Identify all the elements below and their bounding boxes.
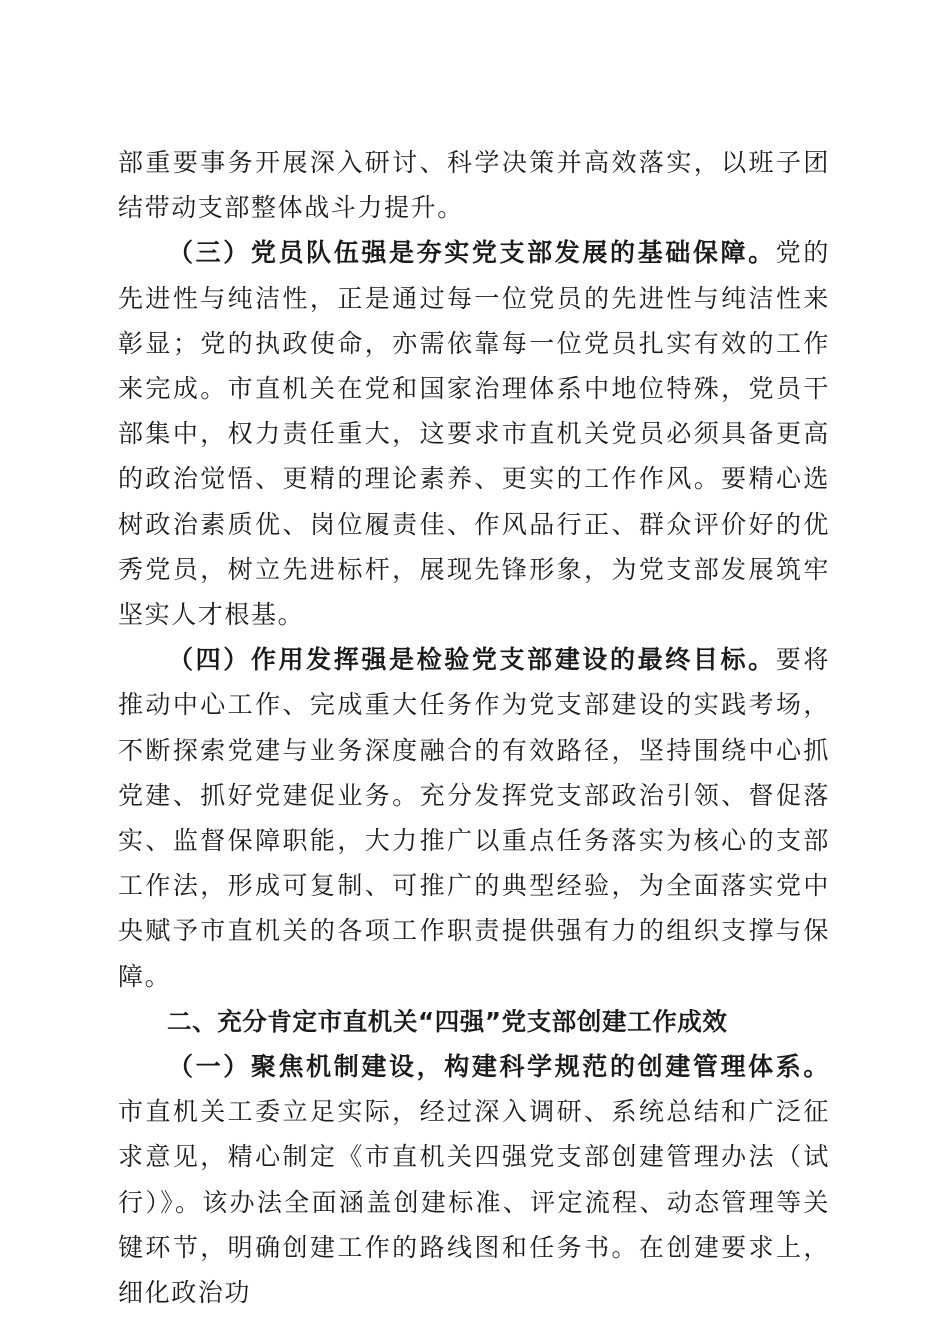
document-body — [118, 140, 830, 1315]
paragraph-point-four — [118, 637, 830, 999]
section-heading-text: 二、充分肯定市直机关“四强”党支部创建工作成效 — [167, 1006, 728, 1036]
paragraph-point-three — [118, 230, 830, 637]
paragraph-lead: （一）聚焦机制建设，构建科学规范的创建管理体系。 — [168, 1052, 830, 1082]
paragraph-lead: （四）作用发挥强是检验党支部建设的最终目标。 — [168, 645, 776, 675]
section-heading — [118, 999, 830, 1044]
paragraph-point-one — [118, 1044, 830, 1315]
paragraph-text: 市直机关工委立足实际，经过深入调研、系统总结和广泛征求意见，精心制定《市直机关四强党支部创建管理办法（试行）》。该办法全面涵盖创建标准、评定流程、动态管理等关键环节，明确创建工作的路线图和任务书。在创建要求上，细化政治功 — [118, 1097, 830, 1308]
paragraph-text: 部重要事务开展深入研讨、科学决策并高效落实，以班子团结带动支部整体战斗力提升。 — [118, 148, 830, 223]
paragraph-continuation — [118, 140, 830, 230]
paragraph-lead: （三）党员队伍强是夯实党支部发展的基础保障。 — [168, 238, 776, 268]
paragraph-text: 党的先进性与纯洁性，正是通过每一位党员的先进性与纯洁性来彰显；党的执政使命，亦需依靠每一位党员扎实有效的工作来完成。市直机关在党和国家治理体系中地位特殊，党员干部集中，权力责任重大，这要求市直机关党员必须具备更高的政治觉悟、更精的理论素养、更实的工作作风。要精心选树政治素质优、岗位履责佳、作风品行正、群众评价好的优秀党员，树立先进标杆，展现先锋形象，为党支部发展筑牢坚实人才根基。 — [118, 238, 831, 630]
paragraph-text: 要将推动中心工作、完成重大任务作为党支部建设的实践考场，不断探索党建与业务深度融合的有效路径，坚持围绕中心抓党建、抓好党建促业务。充分发挥党支部政治引领、督促落实、监督保障职能，大力推广以重点任务落实为核心的支部工作法，形成可复制、可推广的典型经验，为全面落实党中央赋予市直机关的各项工作职责提供强有力的组织支撑与保障。 — [118, 645, 831, 991]
